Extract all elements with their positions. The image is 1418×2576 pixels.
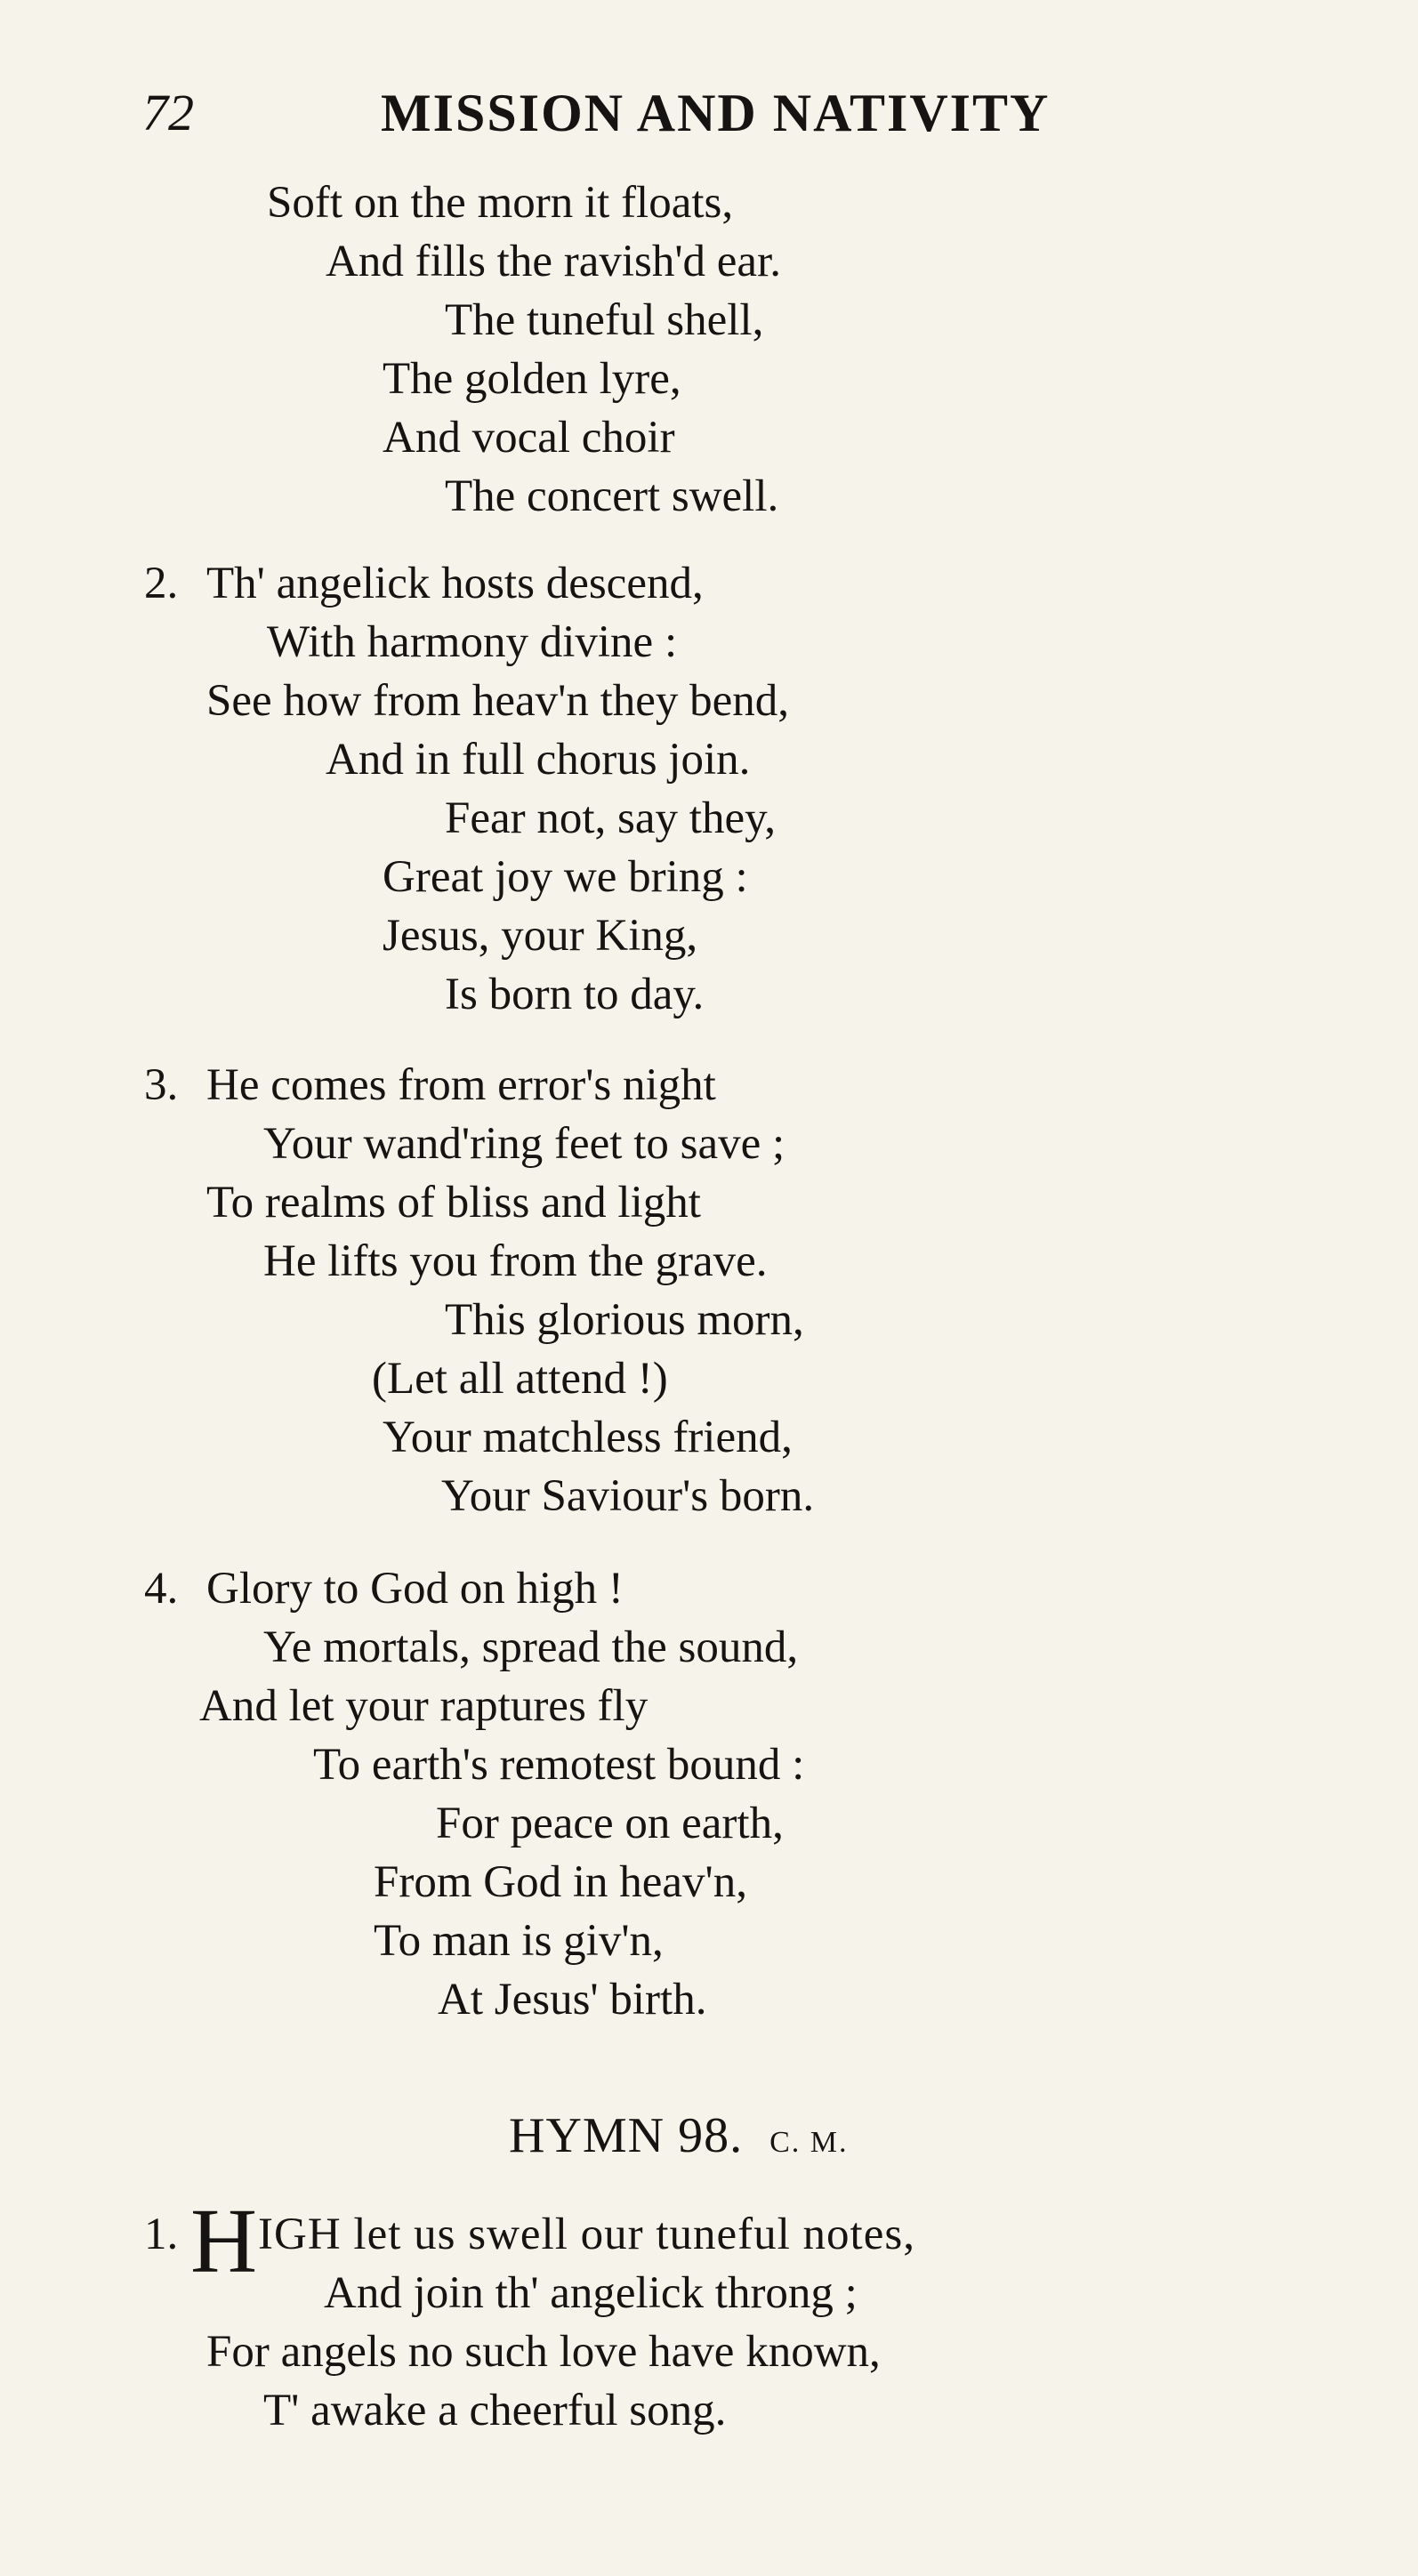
verse-line: For angels no such love have known, xyxy=(206,2327,881,2377)
verse-line: To earth's remotest bound : xyxy=(313,1740,805,1790)
verse-line: The tuneful shell, xyxy=(445,295,764,345)
stanza-number: 1. xyxy=(144,2210,179,2259)
stanza-number: 3. xyxy=(144,1060,179,1110)
verse-line: Jesus, your King, xyxy=(383,911,698,961)
verse-line: Soft on the morn it floats, xyxy=(267,178,734,228)
hymn-title: HYMN 98. xyxy=(509,2108,744,2163)
verse-line: He lifts you from the grave. xyxy=(263,1236,768,1286)
verse-line: And join th' angelick throng ; xyxy=(324,2268,858,2318)
verse-line: Glory to God on high ! xyxy=(206,1564,624,1614)
verse-line: Ye mortals, spread the sound, xyxy=(263,1622,799,1672)
verse-line: With harmony divine : xyxy=(267,617,678,667)
verse-line: And let your raptures fly xyxy=(199,1681,649,1731)
verse-line: At Jesus' birth. xyxy=(438,1975,707,2025)
verse-line: And fills the ravish'd ear. xyxy=(326,237,781,286)
running-header xyxy=(142,82,1183,153)
stanza-number: 2. xyxy=(144,559,179,608)
verse-line: Th' angelick hosts descend, xyxy=(206,559,704,608)
verse-line: Fear not, say they, xyxy=(445,793,777,843)
verse-line: And vocal choir xyxy=(383,413,675,463)
verse-line: The golden lyre, xyxy=(383,354,681,404)
drop-cap: H xyxy=(190,2190,258,2292)
verse-line: Your matchless friend, xyxy=(383,1413,793,1462)
verse-line: He comes from error's night xyxy=(206,1060,716,1110)
verse-line: T' awake a cheerful song. xyxy=(263,2386,727,2435)
hymn-meter: C. M. xyxy=(769,2126,849,2159)
stanza-number: 4. xyxy=(144,1564,179,1614)
verse-line: For peace on earth, xyxy=(436,1799,784,1848)
page-number: 72 xyxy=(142,84,194,141)
verse-line: IGH let us swell our tuneful notes, xyxy=(258,2210,915,2259)
verse-line: (Let all attend !) xyxy=(372,1354,668,1404)
verse-line: From God in heav'n, xyxy=(374,1857,747,1907)
verse-line: Great joy we bring : xyxy=(383,852,748,902)
verse-line: Your wand'ring feet to save ; xyxy=(263,1119,786,1169)
verse-line: To man is giv'n, xyxy=(374,1916,664,1966)
verse-line: And in full chorus join. xyxy=(326,735,751,785)
verse-line: The concert swell. xyxy=(445,471,779,521)
verse-line: See how from heav'n they bend, xyxy=(206,676,790,726)
verse-line: This glorious morn, xyxy=(445,1295,804,1345)
running-title: MISSION AND NATIVITY xyxy=(381,84,1051,142)
verse-line: To realms of bliss and light xyxy=(206,1178,701,1228)
hymn-heading xyxy=(509,2105,849,2167)
verse-line: Is born to day. xyxy=(445,970,705,1019)
verse-line: Your Saviour's born. xyxy=(441,1471,815,1521)
